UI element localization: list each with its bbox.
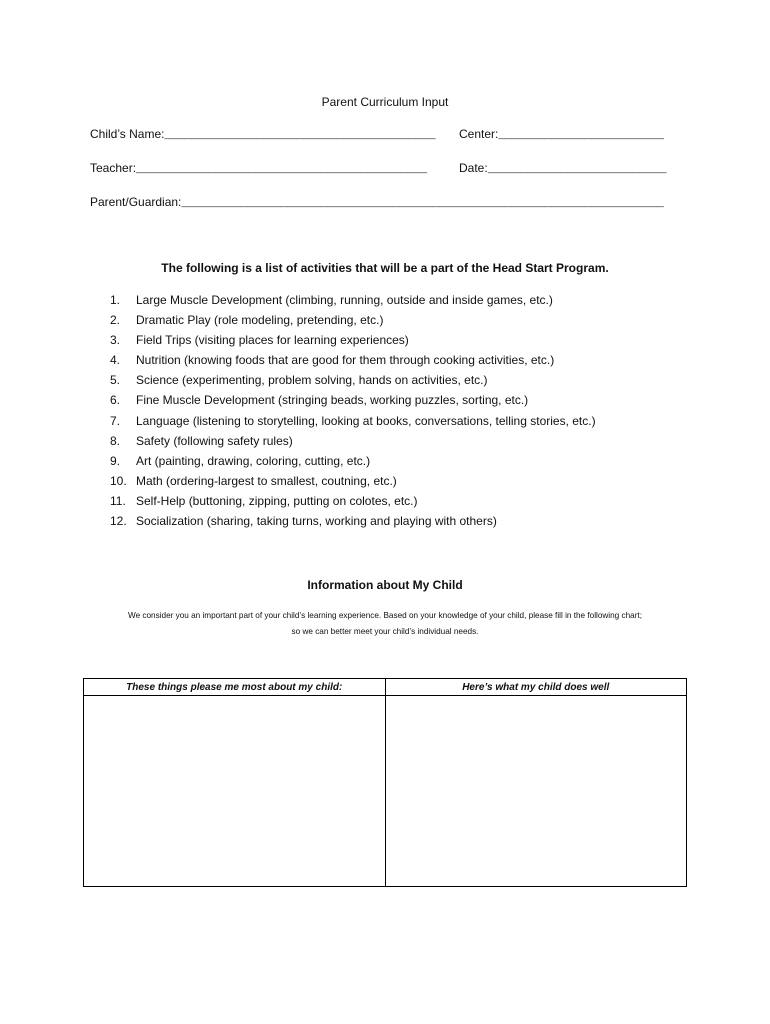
item-text: Science (experimenting, problem solving, hands on activities, etc.) [136,373,488,388]
item-number: 7. [110,413,121,428]
form-title: Parent Curriculum Input [321,95,449,109]
note-line-2: so we can better meet your child’s individual needs. [291,627,479,636]
item-text: Nutrition (knowing foods that are good for them through cooking activities, etc.) [136,353,555,368]
list-item [110,451,596,471]
teacher-input-line[interactable]: ____________________________________________ [136,162,427,176]
item-number: 1. [110,293,121,307]
item-text: Field Trips (visiting places for learning experiences) [136,333,409,348]
item-text: Language (listening to storytelling, looking at books, conversations, telling stories, etc.) [136,413,596,428]
item-number: 3. [110,333,121,348]
list-item [110,310,596,330]
item-number: 8. [110,433,121,448]
chart-header-pleases-me: These things please me most about my child: [84,679,386,696]
item-text: Fine Muscle Development (stringing beads, working puzzles, sorting, etc.) [136,393,529,408]
activities-heading: The following is a list of activities that will be a part of the Head Start Program. [161,261,609,275]
item-text: Art (painting, drawing, coloring, cutting, etc.) [136,453,371,468]
chart-header-does-well: Here’s what my child does well [385,679,687,696]
child-info-note [85,608,685,640]
item-number: 11. [110,493,126,508]
list-item [110,431,596,451]
does-well-entry-cell[interactable] [385,696,687,887]
list-item [110,511,596,531]
date-label: Date: [459,161,488,175]
child-name-input-line[interactable]: _________________________________________ [164,128,436,142]
item-number: 2. [110,313,121,328]
list-item [110,290,596,310]
item-text: Self-Help (buttoning, zipping, putting on colotes, etc.) [136,493,418,508]
list-item [110,330,596,350]
center-input-line[interactable]: _________________________ [498,128,664,142]
child-name-field[interactable] [90,127,435,142]
list-item [110,390,596,410]
list-item [110,471,596,491]
teacher-label: Teacher: [90,161,137,175]
item-text: Large Muscle Development (climbing, running, outside and inside games, etc.) [136,293,553,307]
child-name-label: Child’s Name: [90,127,165,141]
center-label: Center: [459,127,499,141]
center-field[interactable] [459,127,663,142]
note-line-1: We consider you an important part of your child’s learning experience. Based on your knowledge of your child, please fill in the following chart; [128,611,642,620]
item-text: Safety (following safety rules) [136,433,293,448]
date-field[interactable] [459,161,666,176]
item-number: 6. [110,393,121,408]
item-number: 12. [110,514,127,529]
list-item [110,411,596,431]
child-info-heading: Information about My Child [307,578,463,592]
item-number: 5. [110,373,121,388]
guardian-label: Parent/Guardian: [90,195,182,209]
item-number: 9. [110,453,121,468]
list-item [110,350,596,370]
list-item [110,370,596,390]
item-number: 4. [110,353,121,368]
date-input-line[interactable]: ___________________________ [487,162,666,176]
list-item [110,491,596,511]
item-number: 10. [110,473,127,488]
guardian-input-line[interactable]: _________________________________________________________________________ [181,196,664,210]
child-info-chart [83,678,687,887]
item-text: Math (ordering-largest to smallest, coutning, etc.) [136,473,397,488]
item-text: Socialization (sharing, taking turns, working and playing with others) [136,514,497,529]
pleases-me-entry-cell[interactable] [84,696,386,887]
teacher-field[interactable] [90,161,426,176]
activities-list [110,290,596,531]
guardian-field[interactable] [90,195,663,210]
item-text: Dramatic Play (role modeling, pretending, etc.) [136,313,384,328]
